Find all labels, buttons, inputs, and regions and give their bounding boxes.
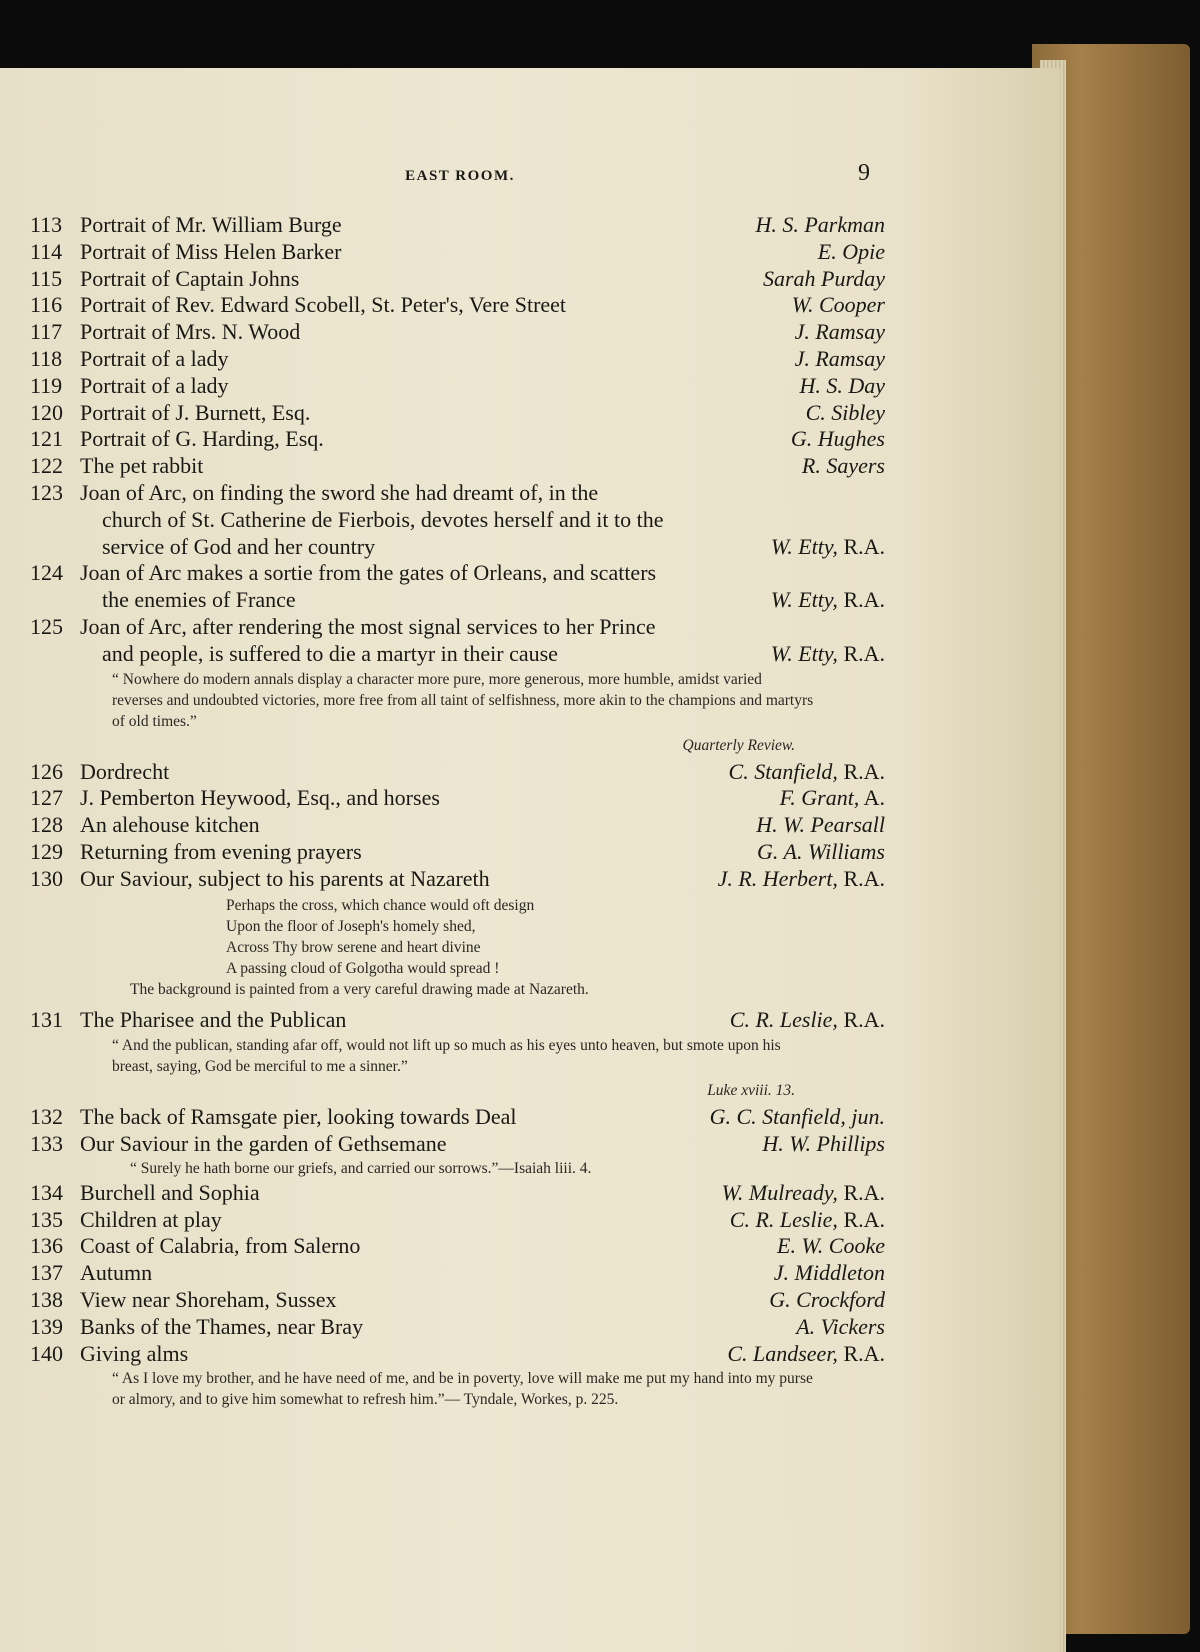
catalogue-entries: [30, 212, 885, 1413]
entry-number: 117: [30, 319, 63, 345]
artist-suffix: R.A.: [837, 865, 885, 891]
entry-number: 114: [30, 238, 63, 264]
catalogue-entry: [30, 453, 885, 480]
entry-artist: [720, 1207, 885, 1234]
page-header-title: EAST ROOM.: [405, 168, 515, 184]
entry-artist: [796, 400, 885, 427]
entry-artist: [712, 1180, 885, 1207]
artist-name: C. R. Leslie,: [729, 1206, 838, 1232]
entry-title: Portrait of J. Burnett, Esq.: [80, 399, 311, 425]
entry-artist: [761, 641, 885, 668]
entry-artist: [720, 1007, 885, 1034]
catalogue-entry: [30, 346, 885, 373]
entry-continuation-line: [30, 507, 885, 534]
entry-number: 138: [30, 1286, 63, 1312]
page-number: 9: [858, 160, 870, 186]
entry-artist: [753, 266, 885, 293]
artist-name: G. Hughes: [790, 426, 885, 452]
entry-number: 129: [30, 838, 63, 864]
entry-quote: “ Nowhere do modern annals display a character more pure, more generous, more humble, amidst varied reverses and undoubted victories, more free from all taint of selfishness, more akin to the champions and martyrs of old times.”: [112, 670, 814, 730]
catalogue-entry: [30, 480, 885, 560]
artist-name: C. R. Leslie,: [729, 1007, 838, 1033]
catalogue-entry: [30, 759, 885, 786]
entry-first-line: [30, 1260, 885, 1287]
entry-artist: [761, 534, 885, 561]
entry-title: Joan of Arc, on finding the sword she had dreamt of, in the: [80, 479, 599, 505]
entry-title: An alehouse kitchen: [80, 812, 260, 838]
entry-artist: [764, 1260, 885, 1287]
entry-artist: [752, 1131, 885, 1158]
catalogue-entry: [30, 1207, 885, 1234]
artist-name: G. A. Williams: [757, 838, 885, 864]
entry-artist: [792, 453, 885, 480]
artist-name: A. Vickers: [796, 1313, 885, 1339]
artist-suffix: R.A.: [837, 587, 885, 613]
poem-line: Perhaps the cross, which chance would oft design: [226, 896, 535, 914]
entry-number: 135: [30, 1206, 63, 1232]
entry-number: 139: [30, 1313, 63, 1339]
catalogue-entry: [30, 292, 885, 319]
catalogue-entry: [30, 1260, 885, 1287]
artist-name: E. W. Cooke: [777, 1233, 885, 1259]
entry-title: Portrait of a lady: [80, 345, 229, 371]
entry-note: The background is painted from a very careful drawing made at Nazareth.: [130, 981, 589, 999]
entry-title: View near Shoreham, Sussex: [80, 1286, 337, 1312]
entry-title: Children at play: [80, 1206, 222, 1232]
entry-first-line: [30, 453, 885, 480]
artist-name: J. R. Herbert,: [717, 865, 838, 891]
entry-title: Portrait of G. Harding, Esq.: [80, 426, 324, 452]
entry-title: Autumn: [80, 1260, 153, 1286]
entry-artist: [745, 212, 885, 239]
entry-continuation-line: [30, 641, 885, 668]
catalogue-entry: [30, 614, 885, 756]
entry-quote: “ As I love my brother, and he have need of me, and be in poverty, love will make me put my hand into my purse or almory, and to give him somewhat to refresh him.”— Tyndale, Workes, p. 225.: [112, 1370, 813, 1409]
artist-name: W. Etty,: [770, 587, 838, 613]
entry-first-line: [30, 839, 885, 866]
entry-continuation-line: [30, 587, 885, 614]
entry-number: 126: [30, 758, 63, 784]
entry-title: Our Saviour, subject to his parents at Nazareth: [80, 865, 490, 891]
entry-artist: [782, 292, 885, 319]
catalogue-entry: [30, 1180, 885, 1207]
entry-number: 127: [30, 785, 63, 811]
entry-artist: [789, 373, 885, 400]
entry-first-line: [30, 1314, 885, 1341]
entry-quote-source: Luke xviii. 13.: [707, 1082, 795, 1100]
entry-number: 125: [30, 613, 63, 639]
entry-first-line: [30, 1180, 885, 1207]
artist-suffix: R.A.: [837, 1007, 885, 1033]
entry-title: Dordrecht: [80, 758, 170, 784]
catalogue-entry: [30, 1287, 885, 1314]
entry-title: The Pharisee and the Publican: [80, 1007, 347, 1033]
entry-first-line: [30, 373, 885, 400]
catalogue-entry: [30, 1104, 885, 1131]
entry-title: Portrait of Mr. William Burge: [80, 212, 342, 237]
entry-artist: [719, 759, 885, 786]
entry-first-line: [30, 1287, 885, 1314]
entry-artist: [717, 1341, 885, 1368]
catalogue-entry: [30, 319, 885, 346]
entry-number: 133: [30, 1130, 63, 1156]
entry-title: Portrait of Captain Johns: [80, 265, 300, 291]
entry-title: Banks of the Thames, near Bray: [80, 1313, 364, 1339]
artist-name: G. Crockford: [769, 1286, 885, 1312]
entry-artist: [785, 319, 885, 346]
catalogue-entry: [30, 785, 885, 812]
artist-name: H. W. Pearsall: [756, 812, 885, 838]
entry-first-line: [30, 866, 885, 893]
entry-first-line: [30, 1207, 885, 1234]
entry-artist: [700, 1104, 885, 1131]
catalogue-entry: [30, 373, 885, 400]
entry-poem: [30, 895, 885, 980]
entry-first-line: [30, 812, 885, 839]
artist-name: H. S. Parkman: [755, 212, 885, 237]
entry-first-line: [30, 785, 885, 812]
entry-number: 131: [30, 1007, 63, 1033]
entry-number: 132: [30, 1104, 63, 1130]
entry-title: Burchell and Sophia: [80, 1179, 260, 1205]
entry-continuation-line: [30, 534, 885, 561]
artist-suffix: R.A.: [837, 533, 885, 559]
entry-continuation-text: church of St. Catherine de Fierbois, devotes herself and it to the: [102, 506, 664, 532]
entry-continuation-text: and people, is suffered to die a martyr in their cause: [102, 640, 558, 666]
entry-number: 116: [30, 292, 63, 318]
entry-first-line: [30, 212, 885, 239]
catalogue-entry: [30, 839, 885, 866]
artist-name: W. Cooper: [791, 292, 885, 318]
catalogue-entry: [30, 1233, 885, 1260]
artist-name: J. Middleton: [773, 1260, 885, 1286]
entry-number: 120: [30, 399, 63, 425]
entry-title: Giving alms: [80, 1340, 189, 1366]
entry-number: 130: [30, 865, 63, 891]
artist-name: E. Opie: [817, 238, 885, 264]
entry-number: 134: [30, 1179, 63, 1205]
entry-first-line: [30, 426, 885, 453]
entry-artist: [761, 587, 885, 614]
poem-line: A passing cloud of Golgotha would spread !: [226, 960, 500, 978]
catalogue-entry: [30, 560, 885, 614]
catalogue-entry: [30, 866, 885, 1002]
entry-first-line: [30, 1104, 885, 1131]
catalogue-entry: [30, 1341, 885, 1411]
entry-title: Joan of Arc makes a sortie from the gates of Orleans, and scatters: [80, 560, 657, 586]
entry-first-line: [30, 560, 885, 587]
entry-number: 137: [30, 1260, 63, 1286]
catalogue-entry: [30, 1131, 885, 1180]
artist-name: H. W. Phillips: [762, 1130, 885, 1156]
entry-first-line: [30, 1131, 885, 1158]
entry-title: Joan of Arc, after rendering the most signal services to her Prince: [80, 613, 656, 639]
entry-first-line: [30, 346, 885, 373]
catalogue-entry: [30, 812, 885, 839]
artist-suffix: A.: [859, 785, 885, 811]
entry-number: 121: [30, 426, 63, 452]
entry-title: Portrait of Rev. Edward Scobell, St. Peter's, Vere Street: [80, 292, 567, 318]
entry-first-line: [30, 319, 885, 346]
entry-number: 128: [30, 812, 63, 838]
entry-first-line: [30, 759, 885, 786]
artist-name: R. Sayers: [801, 453, 885, 479]
entry-artist: [747, 839, 885, 866]
poem-line: Upon the floor of Joseph's homely shed,: [226, 917, 476, 935]
artist-suffix: R.A.: [837, 758, 885, 784]
entry-first-line: [30, 480, 885, 507]
artist-name: J. Ramsay: [794, 319, 885, 345]
artist-suffix: R.A.: [837, 1340, 885, 1366]
artist-name: W. Etty,: [770, 640, 838, 666]
artist-name: G. C. Stanfield, jun.: [709, 1104, 885, 1130]
catalogue-entry: [30, 1007, 885, 1101]
artist-name: C. Landseer,: [727, 1340, 838, 1366]
artist-suffix: R.A.: [837, 1179, 885, 1205]
entry-title: Coast of Calabria, from Salerno: [80, 1233, 361, 1259]
entry-first-line: [30, 266, 885, 293]
entry-number: 123: [30, 479, 63, 505]
catalogue-entry: [30, 426, 885, 453]
artist-name: W. Etty,: [770, 533, 838, 559]
entry-first-line: [30, 1233, 885, 1260]
entry-first-line: [30, 239, 885, 266]
entry-artist: [767, 1233, 885, 1260]
entry-artist: [786, 1314, 885, 1341]
entry-artist: [708, 866, 885, 893]
entry-continuation-text: service of God and her country: [102, 533, 376, 559]
catalogue-entry: [30, 212, 885, 239]
catalogue-entry: [30, 400, 885, 427]
artist-name: J. Ramsay: [794, 345, 885, 371]
entry-continuation-text: the enemies of France: [102, 587, 296, 613]
artist-name: Sarah Purday: [762, 265, 885, 291]
entry-number: 113: [30, 212, 63, 237]
entry-first-line: [30, 400, 885, 427]
entry-artist: [759, 1287, 885, 1314]
entry-number: 124: [30, 560, 63, 586]
artist-suffix: R.A.: [837, 640, 885, 666]
entry-number: 140: [30, 1340, 63, 1366]
entry-first-line: [30, 292, 885, 319]
entry-title: The pet rabbit: [80, 453, 204, 479]
catalogue-entry: [30, 1314, 885, 1341]
entry-number: 118: [30, 345, 63, 371]
entry-quote-source: Quarterly Review.: [682, 736, 795, 754]
artist-name: W. Mulready,: [721, 1179, 838, 1205]
entry-title: Portrait of Miss Helen Barker: [80, 238, 342, 264]
artist-name: C. Stanfield,: [728, 758, 838, 784]
entry-number: 122: [30, 453, 63, 479]
entry-number: 136: [30, 1233, 63, 1259]
entry-title: The back of Ramsgate pier, looking towards Deal: [80, 1104, 517, 1130]
entry-artist: [746, 812, 885, 839]
artist-name: F. Grant,: [779, 785, 860, 811]
entry-first-line: [30, 1007, 885, 1034]
entry-inline-quote: “ Surely he hath borne our griefs, and carried our sorrows.”—Isaiah liii. 4.: [130, 1159, 592, 1177]
entry-first-line: [30, 614, 885, 641]
entry-quote: “ And the publican, standing afar off, would not lift up so much as his eyes unto heaven, but smote upon his breast, saying, God be merciful to me a sinner.”: [112, 1037, 781, 1076]
entry-title: Returning from evening prayers: [80, 838, 362, 864]
entry-artist: [770, 785, 885, 812]
entry-number: 115: [30, 265, 63, 291]
artist-name: C. Sibley: [805, 399, 885, 425]
artist-name: H. S. Day: [799, 372, 885, 398]
entry-artist: [781, 426, 885, 453]
entry-artist: [785, 346, 885, 373]
entry-number: 119: [30, 372, 63, 398]
entry-title: J. Pemberton Heywood, Esq., and horses: [80, 785, 440, 811]
artist-suffix: R.A.: [837, 1206, 885, 1232]
entry-title: Portrait of a lady: [80, 372, 229, 398]
entry-artist: [808, 239, 885, 266]
entry-first-line: [30, 1341, 885, 1368]
catalogue-entry: [30, 266, 885, 293]
entry-title: Portrait of Mrs. N. Wood: [80, 319, 301, 345]
entry-title: Our Saviour in the garden of Gethsemane: [80, 1130, 447, 1156]
catalogue-entry: [30, 239, 885, 266]
poem-line: Across Thy brow serene and heart divine: [226, 938, 481, 956]
